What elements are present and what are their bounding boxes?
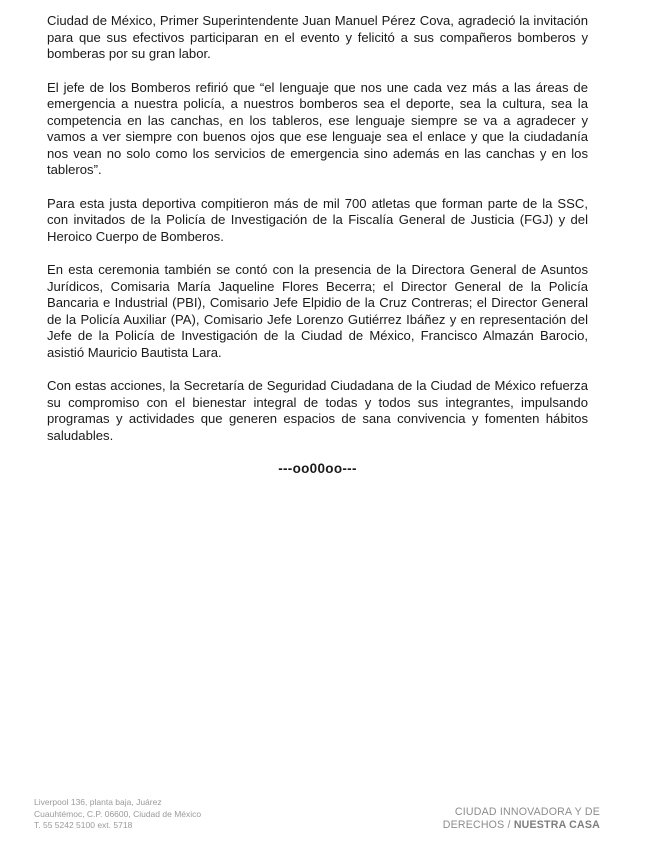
paragraph-3: Para esta justa deportiva compitieron más de mil 700 atletas que forman parte de la SSC, con invitados de la Policía de Investigación de la Fiscalía General de Justicia (FGJ) y del Heroico Cuerpo de Bomberos. [47, 195, 588, 244]
paragraph-5: Con estas acciones, la Secretaría de Seguridad Ciudadana de la Ciudad de México refuerza su compromiso con el bienestar integral de todas y todos sus integrantes, impulsando programas y actividades que generen espacios de sana convivencia y fomenten hábitos saludables. [47, 378, 588, 443]
footer-address [34, 797, 201, 832]
closing-mark: ---oo00oo--- [278, 461, 357, 476]
paragraph-2: El jefe de los Bomberos refirió que “el lenguaje que nos une cada vez más a las áreas de emergencia a nuestra policía, a nuestros bomberos sea el deporte, sea la cultura, sea la competencia en las canchas, en los tableros, ese lenguaje siempre se va a agradecer y vamos a ver siempre con buenos ojos que ese lenguaje sea el enlace y que la ciudadanía nos vean no solo como los servicios de emergencia sino además en las canchas y en los tableros”. [47, 79, 588, 177]
paragraph-4: En esta ceremonia también se contó con la presencia de la Directora General de Asuntos Jurídicos, Comisaria María Jaqueline Flores Becerra; el Director General de la Policía Bancaria e Industrial (PBI), Comisario Jefe Elpidio de la Cruz Contreras; el Director General de la Policía Auxiliar (PA), Comisario Jefe Lorenzo Gutiérrez Ibáñez y en representación del Jefe de la Policía de Investigación de la Ciudad de México, Francisco Almazán Barocio, asistió Mauricio Bautista Lara. [47, 262, 588, 360]
slogan-line-2 [443, 819, 600, 832]
footer-phone-line: T. 55 5242 5100 ext. 5718 [34, 820, 133, 831]
paragraph-1: Ciudad de México, Primer Superintendente Juan Manuel Pérez Cova, agradeció la invitación para que sus efectivos participaran en el evento y felicitó a sus compañeros bomberos y bomberas por su gran labor. [47, 13, 588, 61]
slogan-prefix: DERECHOS / [442, 819, 514, 831]
footer-address-line: Cuauhtémoc, C.P. 06600, Ciudad de México [34, 808, 202, 819]
slogan-line-1: CIUDAD INNOVADORA Y DE [454, 806, 600, 818]
slogan-bold: NUESTRA CASA [513, 819, 600, 831]
document-body [47, 13, 588, 476]
footer-address-line: Liverpool 136, planta baja, Juárez [34, 797, 162, 807]
footer-slogan [443, 806, 600, 832]
